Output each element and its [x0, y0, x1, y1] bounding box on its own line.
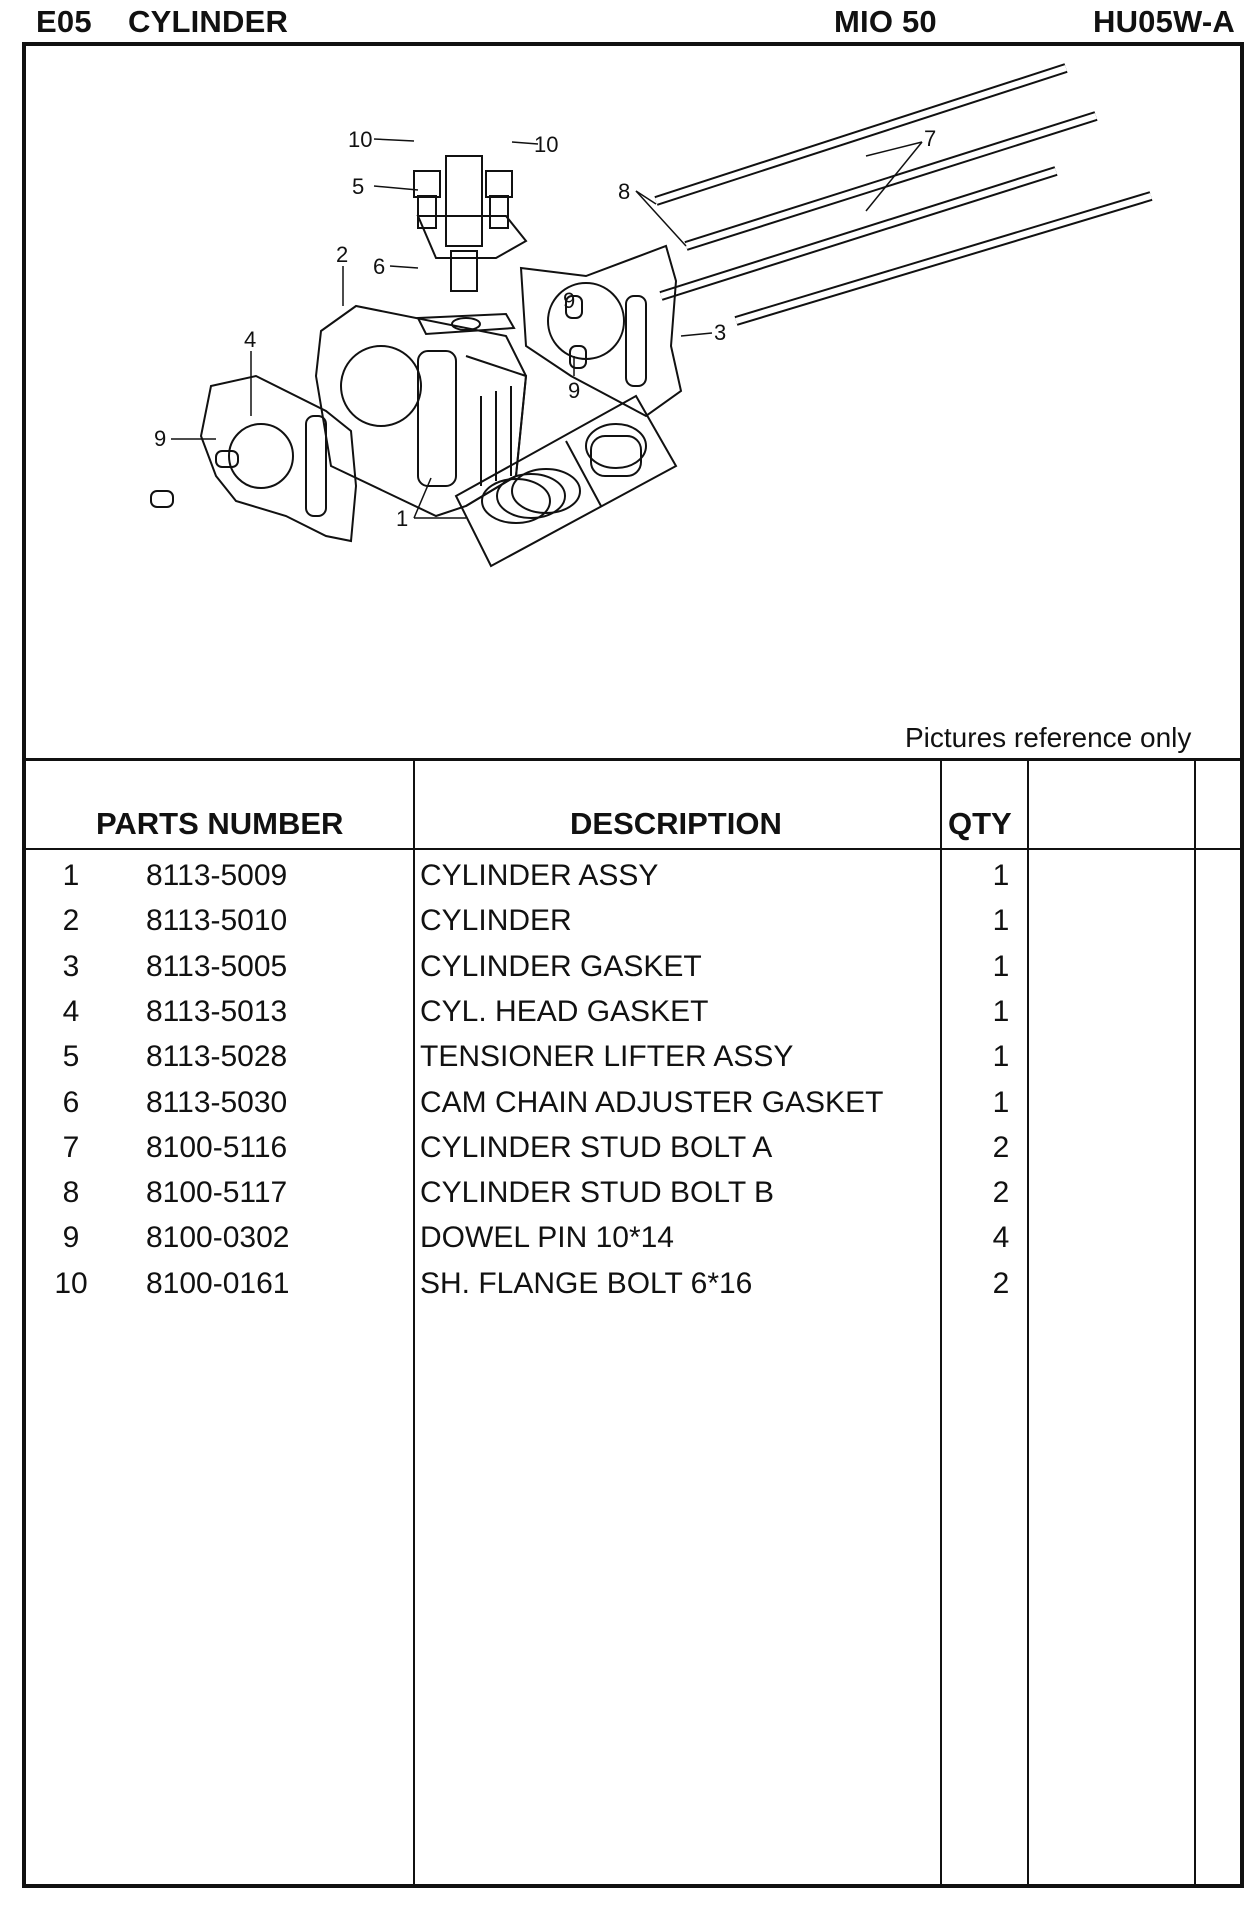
part-number: 8100-0161: [146, 1266, 290, 1300]
callout-label: 3: [714, 320, 727, 345]
callout-label: 2: [336, 242, 349, 267]
description-header: DESCRIPTION: [570, 806, 782, 841]
callout-label: 9: [568, 378, 581, 403]
row-number: 2: [62, 904, 80, 938]
row-number: 4: [62, 994, 80, 1028]
table-header-divider: [22, 848, 1244, 850]
part-description: SH. FLANGE BOLT 6*16: [420, 1266, 753, 1300]
callout-label: 8: [618, 179, 631, 204]
part-number: 8113-5005: [146, 949, 288, 983]
part-qty: 1: [992, 949, 1010, 983]
row-number: 7: [62, 1130, 80, 1164]
stud-bolts-illustration: [656, 68, 1151, 321]
part-number: 8113-5028: [146, 1040, 288, 1074]
row-number: 10: [54, 1266, 88, 1300]
table-row: [22, 1127, 1244, 1172]
part-number: 8113-5009: [146, 859, 288, 892]
row-number: 6: [62, 1085, 80, 1119]
row-number: 8: [62, 1176, 80, 1210]
part-description: CYL. HEAD GASKET: [420, 994, 709, 1028]
model-code: HU05W-A: [1093, 4, 1236, 39]
callout-label: 9: [563, 288, 576, 313]
part-number: 8100-0302: [146, 1221, 290, 1255]
callout-labels: [154, 126, 936, 531]
callout-label: 1: [396, 506, 409, 531]
callout-label: 10: [534, 132, 559, 157]
part-description: CYLINDER GASKET: [420, 949, 702, 983]
part-qty: 2: [992, 1130, 1010, 1164]
exploded-parts-diagram: [26, 46, 1240, 758]
head-gasket-illustration: [151, 376, 356, 541]
part-qty: 1: [992, 859, 1010, 892]
part-qty: 2: [992, 1266, 1010, 1300]
table-row: [22, 855, 1244, 900]
cylinder-gasket-illustration: [521, 246, 681, 416]
part-qty: 4: [992, 1221, 1010, 1255]
callout-label: 9: [154, 426, 167, 451]
table-row: [22, 1263, 1244, 1308]
part-qty: 1: [992, 1040, 1010, 1074]
part-description: CYLINDER ASSY: [420, 859, 659, 892]
part-qty: 2: [992, 1176, 1010, 1210]
callout-label: 10: [348, 127, 373, 152]
parts-number-header: PARTS NUMBER: [96, 806, 344, 841]
qty-header: QTY: [948, 806, 1012, 841]
piston-kit-illustration: [456, 396, 676, 566]
row-number: 9: [62, 1221, 80, 1255]
tensioner-illustration: [414, 156, 526, 291]
part-number: 8113-5010: [146, 904, 288, 938]
table-row: [22, 900, 1244, 945]
table-row: [22, 1082, 1244, 1127]
callout-leader-lines: [171, 139, 922, 518]
row-number: 3: [62, 949, 80, 983]
table-row: [22, 1172, 1244, 1217]
row-number: 1: [62, 859, 80, 892]
table-row: [22, 1217, 1244, 1262]
section-title: CYLINDER: [128, 4, 289, 39]
callout-label: 5: [352, 174, 365, 199]
table-row: [22, 1036, 1244, 1081]
part-description: TENSIONER LIFTER ASSY: [420, 1040, 794, 1074]
callout-label: 4: [244, 327, 257, 352]
row-number: 5: [62, 1040, 80, 1074]
callout-label: 6: [373, 254, 386, 279]
part-number: 8113-5030: [146, 1085, 288, 1119]
callout-label: 7: [924, 126, 937, 151]
part-number: 8100-5116: [146, 1130, 288, 1164]
part-description: CYLINDER: [420, 904, 572, 938]
part-description: CYLINDER STUD BOLT A: [420, 1130, 773, 1164]
model-name: MIO 50: [834, 4, 937, 39]
part-qty: 1: [992, 904, 1010, 938]
section-code: E05: [36, 4, 92, 39]
part-description: CAM CHAIN ADJUSTER GASKET: [420, 1085, 884, 1119]
adjuster-gasket-illustration: [418, 314, 514, 334]
part-description: DOWEL PIN 10*14: [420, 1221, 674, 1255]
part-qty: 1: [992, 1085, 1010, 1119]
table-row: [22, 946, 1244, 991]
part-number: 8113-5013: [146, 994, 288, 1028]
table-top-divider: [22, 758, 1244, 761]
table-row: [22, 991, 1244, 1036]
part-description: CYLINDER STUD BOLT B: [420, 1176, 774, 1210]
figure-caption: Pictures reference only: [905, 722, 1192, 753]
part-number: 8100-5117: [146, 1176, 288, 1210]
part-qty: 1: [992, 994, 1010, 1028]
